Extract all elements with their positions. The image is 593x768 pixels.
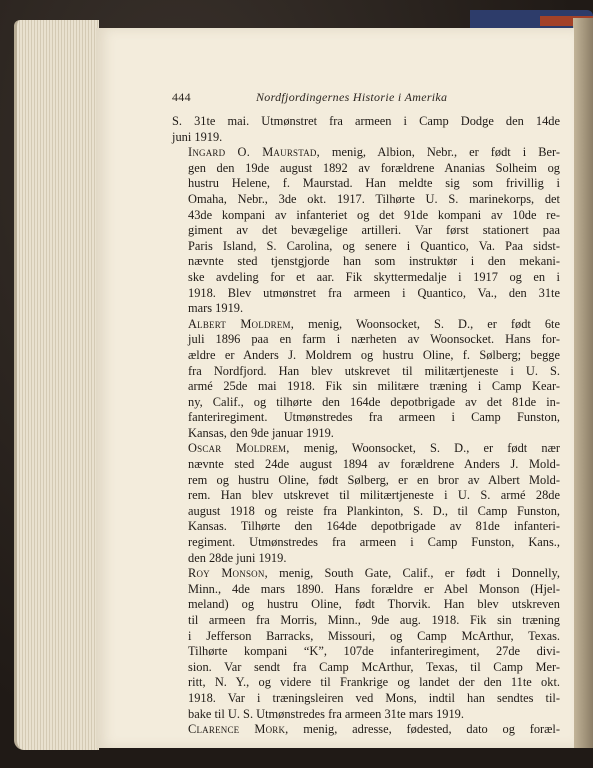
entry-name: Oscar Moldrem, bbox=[188, 441, 290, 456]
text-line: rem og hustru Oline, født Sølberg, er en bror av Albert Mold- bbox=[188, 472, 560, 487]
body-text bbox=[172, 114, 560, 738]
text-line: fra Nordfjord. Han blev utskrevet til militærtjeneste i U. S. bbox=[188, 363, 560, 378]
text-line: juni 1919. bbox=[172, 129, 223, 144]
text-line: meland) og hustru Oline, født Thorvik. Han blev utskreven bbox=[188, 597, 560, 612]
entry-name: Albert Moldrem, bbox=[188, 316, 295, 331]
text-line: til armeen fra Morris, Minn., 9de aug. 1918. Fik sin træning bbox=[188, 613, 560, 627]
text-line: rem. Han blev utskrevet til militærtjeneste i U. S. armé 28de bbox=[188, 488, 560, 503]
entry-roy-monson bbox=[172, 566, 560, 722]
paragraph-continuation bbox=[172, 114, 560, 145]
text-line: giment av det bevægelige artilleri. Var først stationert paa bbox=[188, 223, 560, 238]
entry-ingard-maurstad bbox=[172, 145, 560, 317]
text-line: Minn., 4de mars 1890. Hans forældre er Abel Monson (Hjel- bbox=[188, 581, 560, 596]
text-line: nævnte sted tjenstgjorde han som instruktør i den mekani- bbox=[188, 254, 560, 269]
text-line: gen den 19de august 1892 av forældrene Ananias Solheim og bbox=[188, 160, 560, 175]
page-stack-edge bbox=[14, 20, 99, 750]
text-line: Omaha, Nebr., 3de okt. 1917. Tilhørte U. S. marinekorps, det bbox=[188, 191, 560, 206]
text-line: ritt, N. Y., og videre til Frankrige og landet der den 11te okt. bbox=[188, 675, 560, 690]
text-line: Ingard O. Maurstad, menig, Albion, Nebr., er født i Ber- bbox=[188, 145, 560, 160]
text-line: den 28de juni 1919. bbox=[188, 550, 287, 565]
running-title: Nordfjordingernes Historie i Amerika bbox=[256, 90, 448, 104]
text-line: mars 1919. bbox=[188, 301, 244, 316]
text-line: ske avdeling for et aar. Fik skyttermedalje i 1917 og en i bbox=[188, 269, 560, 284]
text-line: fanteriregiment. Utmønstredes fra armeen i Camp Funston, bbox=[188, 410, 560, 425]
text-line: hustru Helene, f. Maurstad. Han meldte sig som frivillig i bbox=[188, 176, 560, 191]
text-line: 1918. Blev utmønstret fra armeen i Quantico, Va., den 31te bbox=[188, 285, 560, 300]
entry-albert-moldrem bbox=[172, 317, 560, 442]
text-line: Kansas, den 9de januar 1919. bbox=[188, 425, 334, 440]
text-line: juli 1896 paa en farm i nærheten av Woonsocket. Hans for- bbox=[188, 332, 560, 347]
entry-clarence-mork bbox=[172, 722, 560, 738]
entry-oscar-moldrem bbox=[172, 441, 560, 566]
text-line: armé 25de mai 1918. Fik sin militære træning i Camp Kear- bbox=[188, 379, 560, 394]
text-line: Roy Monson, menig, South Gate, Calif., er født i Donnelly, bbox=[188, 566, 560, 581]
text-line: bake til U. S. Utmønstredes fra armeen 31te mars 1919. bbox=[188, 706, 464, 721]
text-line: Oscar Moldrem, menig, Woonsocket, S. D., er født nær bbox=[188, 441, 560, 456]
text-line: Paris Island, S. Carolina, og senere i Quantico, Va. Paa sidst- bbox=[188, 238, 560, 253]
entry-name: Roy Monson, bbox=[188, 566, 268, 581]
text-line: Kansas. Tilhørte den 164de depotbrigade av 81de infanteri- bbox=[188, 519, 560, 534]
page-number: 444 bbox=[172, 90, 191, 104]
text-line: nævnte sted 24de august 1894 av forældrene Anders J. Mold- bbox=[188, 457, 560, 472]
entry-name: Ingard O. Maurstad, bbox=[188, 145, 320, 160]
text-line: ældre er Anders J. Moldrem og hustru Oline, f. Sølberg; begge bbox=[188, 347, 560, 362]
text-line: regiment. Utmønstredes fra armeen i Camp Funston, Kans., bbox=[188, 535, 560, 550]
text-line: Tilhørte kompani “K”, 107de infanteriregiment, 27de divi- bbox=[188, 644, 560, 659]
text-line: 43de kompani av infanteriet og det 91de kompani av 10de re- bbox=[188, 207, 560, 222]
text-line: august 1918 og reiste fra Plankinton, S. D., til Camp Funston, bbox=[188, 503, 560, 518]
text-line: Clarence Mork, menig, adresse, fødested, dato og foræl- bbox=[188, 722, 560, 737]
text-line: ny, Calif., og tilhørte den 164de depotbrigade av det 81de in- bbox=[188, 394, 560, 409]
facing-page-edge bbox=[573, 18, 593, 748]
running-head bbox=[172, 90, 572, 110]
text-line: Albert Moldrem, menig, Woonsocket, S. D., er født 6te bbox=[188, 316, 560, 331]
entry-name: Clarence Mork, bbox=[188, 722, 289, 737]
text-line: 1918. Var i træningsleiren ved Mons, indtil han sendtes til- bbox=[188, 690, 560, 705]
text-line: i Jefferson Barracks, Missouri, og Camp McArthur, Texas. bbox=[188, 628, 560, 643]
text-line: S. 31te mai. Utmønstret fra armeen i Camp Dodge den 14de bbox=[172, 114, 560, 128]
text-line: sion. Var sendt fra Camp McArthur, Texas, til Camp Mer- bbox=[188, 659, 560, 674]
